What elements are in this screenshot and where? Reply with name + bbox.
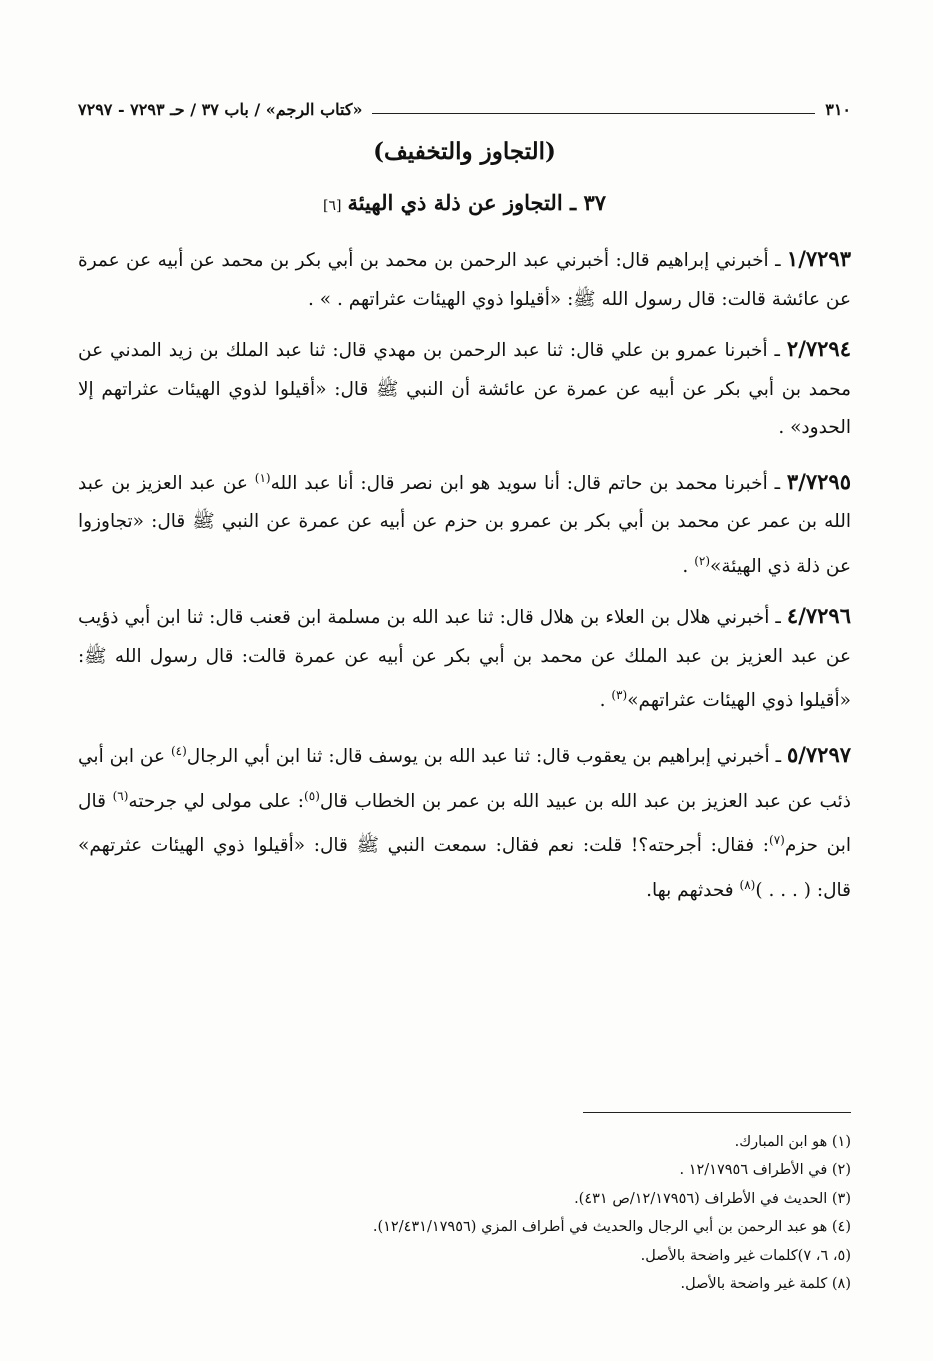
footnote-4: (٤) هو عبد الرحمن بن أبي الرجال والحديث في أطراف المزي (١٢/٤٣١/١٧٩٥٦). <box>372 1219 851 1236</box>
footnote-5-6-7: (٥، ٦، ٧)كلمات غير واضحة بالأصل. <box>640 1247 851 1264</box>
hadith-7293 <box>78 240 851 319</box>
footnote-marker: (٣) <box>611 688 628 703</box>
hadith-7294 <box>78 330 851 448</box>
footnote-marker: (١) <box>254 470 271 485</box>
hadith-7295 <box>78 459 851 587</box>
hadith-text: ـ أخبرني إبراهيم قال: أخبرني عبد الرحمن بن محمد بن أبي بكر بن محمد عن أبيه عن عمرة عن عائشة قالت: قال رسول الله ﷺ: «أقيلوا ذوي الهيئات عثراتهم . » . <box>78 250 851 310</box>
section-heading <box>78 190 851 215</box>
hadith-number: ٤/٧٢٩٦ <box>786 603 851 629</box>
hadith-text: ـ أخبرنا عمرو بن علي قال: ثنا عبد الرحمن بن مهدي قال: ثنا عبد الملك بن زيد المدني عن محمد بن أبي بكر عن أبيه عن عمرة عن عائشة أن النبي ﷺ قال: «أقيلوا لذوي الهيئات عثراتهم إلا الحدود» . <box>78 340 851 438</box>
hadith-number: ٢/٧٢٩٤ <box>786 336 851 361</box>
footnote-3: (٣) الحديث في الأطراف (١٢/١٧٩٥٦/ص ٤٣١). <box>574 1190 851 1207</box>
hadith-7297 <box>78 732 851 911</box>
footnote-2: (٢) في الأطراف ١٢/١٧٩٥٦ . <box>679 1162 851 1179</box>
hadith-number: ٣/٧٢٩٥ <box>786 468 851 494</box>
hadith-text: ـ أخبرنا محمد بن حاتم قال: أنا سويد هو ابن نصر قال: أنا عبد الله <box>270 472 787 494</box>
hadith-number: ١/٧٢٩٣ <box>786 246 851 271</box>
footnote-8: (٨) كلمة غير واضحة بالأصل. <box>680 1276 851 1293</box>
hadith-text: ـ أخبرني هلال بن العلاء بن هلال قال: ثنا عبد الله بن مسلمة ابن قعنب قال: ثنا ابن أبي ذؤيب عن عبد العزيز بن عبد الملك عن محمد بن أبي بكر عن أبيه عن عمرة قالت: قال رسول الله ﷺ: «أقيلوا ذوي الهيئات عثراتهم» <box>78 607 851 712</box>
footnote-marker: (٦) <box>112 788 129 803</box>
footnote-divider <box>583 1112 851 1113</box>
section-title: ٣٧ ـ التجاوز عن ذلة ذي الهيئة <box>347 190 606 215</box>
footnote-marker: (٢) <box>694 553 711 568</box>
hadith-text: عن ابن أبي ذئب عن عبد العزيز بن عبد الله بن عبيد الله بن عمر بن الخطاب قال <box>78 746 852 812</box>
hadith-text: : فقال: أجرحته؟! قلت: نعم فقال: سمعت النبي ﷺ قال: «أقيلوا ذوي الهيئات عثرتهم» قال: ( . . . ) <box>78 835 851 902</box>
footnote-1: (١) هو ابن المبارك. <box>734 1134 851 1150</box>
footnote-marker: (٥) <box>304 788 320 803</box>
running-header <box>78 94 851 124</box>
section-ref: [٦] <box>322 198 342 214</box>
hadith-text: : على مولى لي جرحته <box>128 790 305 812</box>
hadith-number: ٥/٧٢٩٧ <box>786 742 852 768</box>
hadith-text: . <box>682 555 695 577</box>
footnote-marker: (٨) <box>739 877 756 892</box>
hadith-text: قال ابن حزم <box>78 790 851 857</box>
hadith-text: . <box>599 690 612 712</box>
footnote-marker: (٧) <box>769 833 785 848</box>
footnote-marker: (٤) <box>170 743 187 758</box>
header-reference: «كتاب الرجم» / باب ٣٧ / حـ ٧٢٩٣ - ٧٢٩٧ <box>78 99 363 119</box>
footnotes <box>78 1128 851 1298</box>
hadith-text: عن عبد العزيز بن عبد الله بن عمر عن محمد بن أبي بكر بن عمرو بن حزم عن أبيه عن عمرة عن النبي ﷺ قال: «تجاوزوا عن ذلة ذي الهيئة» <box>78 472 851 577</box>
hadith-text: ـ أخبرني إبراهيم بن يعقوب قال: ثنا عبد الله بن يوسف قال: ثنا ابن أبي الرجال <box>186 746 787 768</box>
chapter-title: (التجاوز والتخفيف) <box>373 138 556 165</box>
header-rule <box>372 113 815 114</box>
page-number: ٣١٠ <box>825 99 851 119</box>
hadith-text: فحدثهم بها. <box>646 880 740 902</box>
hadith-list <box>78 240 851 922</box>
hadith-7296 <box>78 597 851 721</box>
